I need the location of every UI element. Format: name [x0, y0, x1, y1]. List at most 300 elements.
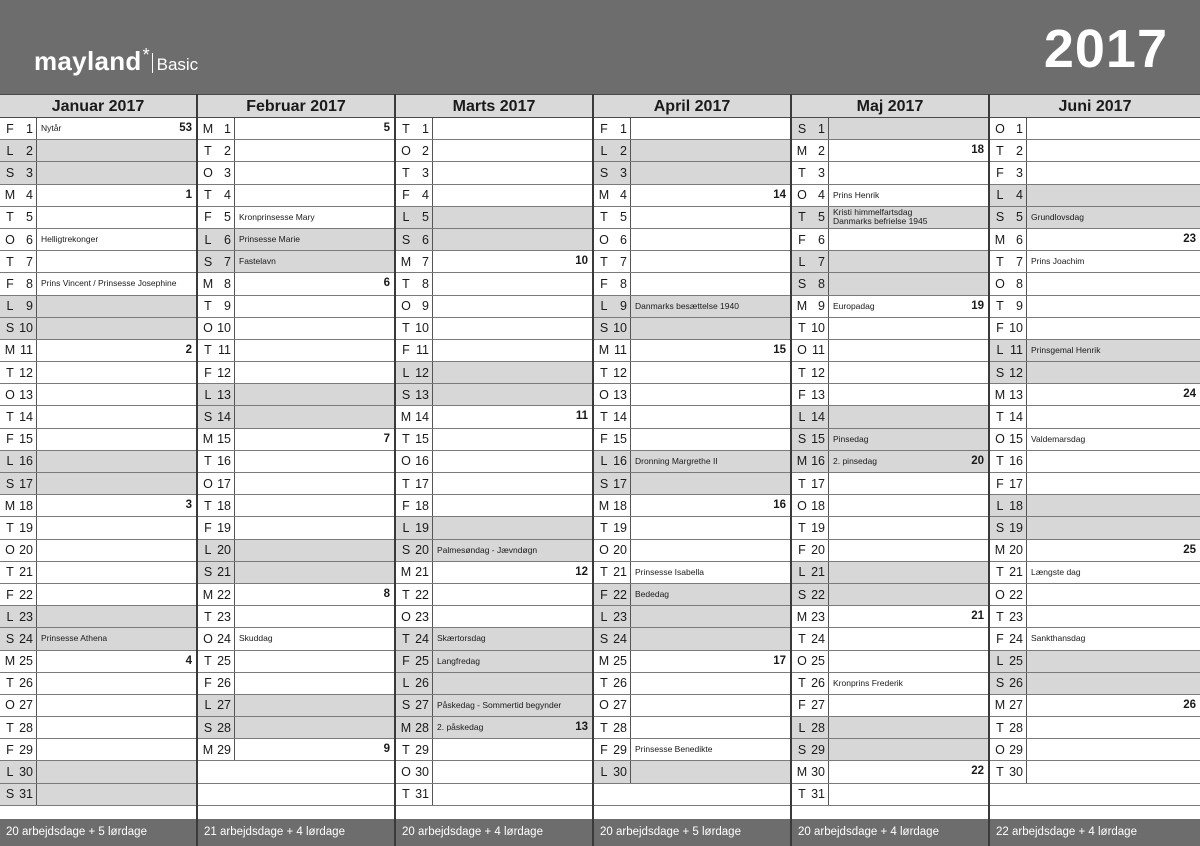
day-row: [0, 273, 196, 295]
weekday-letter: L: [204, 543, 212, 558]
event-text: [829, 717, 988, 738]
day-number: 19: [811, 520, 825, 535]
event-text: [37, 318, 196, 339]
date-cell: [0, 606, 37, 627]
day-number: 24: [217, 631, 231, 646]
date-cell: [0, 229, 37, 250]
day-row: [396, 451, 592, 473]
day-number: 16: [613, 454, 627, 469]
week-number: 20: [971, 454, 984, 467]
event-text: Sankthansdag: [1031, 633, 1086, 644]
day-number: 2: [1016, 143, 1023, 158]
weekday-letter: O: [401, 143, 411, 158]
weekday-letter: S: [797, 587, 807, 602]
weekday-letter: S: [995, 210, 1005, 225]
day-row: [396, 517, 592, 539]
day-number: 29: [217, 742, 231, 757]
day-number: 10: [415, 321, 429, 336]
day-number: 16: [217, 454, 231, 469]
weekday-letter: M: [4, 498, 16, 513]
day-row: [594, 384, 790, 406]
day-number: 31: [811, 787, 825, 802]
event-text: [829, 473, 988, 494]
day-row: [0, 429, 196, 451]
week-number: 19: [971, 299, 984, 312]
date-cell: [198, 451, 235, 472]
day-number: 19: [19, 520, 33, 535]
event-text: [37, 473, 196, 494]
day-row: [594, 340, 790, 362]
event-text: [631, 185, 790, 206]
day-number: 31: [415, 787, 429, 802]
day-number: 8: [818, 276, 825, 291]
date-cell: [792, 273, 829, 294]
date-cell: [594, 318, 631, 339]
date-cell: [198, 318, 235, 339]
day-row: [396, 606, 592, 628]
day-number: 15: [1009, 432, 1023, 447]
date-cell: [990, 296, 1027, 317]
date-cell: [0, 739, 37, 760]
event-text: [631, 318, 790, 339]
event-text: [433, 473, 592, 494]
day-number: 30: [811, 765, 825, 780]
month-column: [0, 94, 198, 846]
day-number: 1: [422, 121, 429, 136]
day-number: 30: [415, 765, 429, 780]
day-row: [990, 540, 1200, 562]
weekday-letter: S: [797, 742, 807, 757]
weekday-letter: O: [401, 454, 411, 469]
day-row: [792, 429, 988, 451]
week-number: 1: [185, 188, 192, 201]
event-text: Prinsesse Benedikte: [635, 744, 713, 755]
event-text: [235, 406, 394, 427]
brand-star: *: [142, 45, 150, 65]
day-number: 12: [811, 365, 825, 380]
event-text: [829, 384, 988, 405]
weekday-letter: O: [797, 654, 807, 669]
day-row: [0, 540, 196, 562]
day-number: 13: [19, 387, 33, 402]
month-column: [594, 94, 792, 846]
day-row: [396, 162, 592, 184]
event-text: Kronprins Frederik: [833, 677, 903, 688]
event-text: [433, 251, 592, 272]
date-cell: [198, 562, 235, 583]
weekday-letter: L: [402, 520, 410, 535]
day-row: [396, 584, 592, 606]
event-text: [1027, 517, 1200, 538]
week-number: 4: [185, 654, 192, 667]
date-cell: [396, 584, 433, 605]
event-text: Prinsesse Isabella: [635, 566, 704, 577]
weekday-letter: O: [5, 698, 15, 713]
weekday-letter: M: [598, 188, 610, 203]
day-row: [396, 318, 592, 340]
day-row: [792, 118, 988, 140]
date-cell: [396, 185, 433, 206]
event-text: [1027, 495, 1200, 516]
day-row: [198, 384, 394, 406]
date-cell: [198, 185, 235, 206]
weekday-letter: T: [600, 720, 608, 735]
weekday-letter: S: [995, 365, 1005, 380]
event-text: [829, 318, 988, 339]
weekday-letter: T: [798, 365, 806, 380]
day-number: 27: [811, 698, 825, 713]
day-row: [990, 185, 1200, 207]
event-text: Nytår: [41, 123, 62, 134]
month-footer: 20 arbejdsdage + 5 lørdage: [0, 819, 196, 846]
event-text: Fastelavn: [239, 256, 276, 267]
day-number: 16: [415, 454, 429, 469]
day-number: 23: [19, 609, 33, 624]
day-number: 27: [19, 698, 33, 713]
date-cell: [0, 451, 37, 472]
weekday-letter: T: [798, 210, 806, 225]
weekday-letter: S: [797, 432, 807, 447]
day-row: [198, 495, 394, 517]
brand-logo: [34, 46, 198, 77]
weekday-letter: S: [797, 121, 807, 136]
weekday-letter: S: [401, 698, 411, 713]
day-row: [0, 362, 196, 384]
event-text: [37, 784, 196, 805]
date-cell: [990, 140, 1027, 161]
date-cell: [396, 406, 433, 427]
event-text: [631, 273, 790, 294]
event-text: Dronning Margrethe II: [635, 455, 718, 466]
date-cell: [594, 451, 631, 472]
weekday-letter: L: [204, 232, 212, 247]
event-text: [433, 162, 592, 183]
event-text: [631, 251, 790, 272]
date-cell: [396, 296, 433, 317]
date-cell: [594, 140, 631, 161]
day-row: [0, 318, 196, 340]
date-cell: [990, 584, 1027, 605]
day-row: [396, 296, 592, 318]
week-number: 16: [773, 499, 786, 512]
weekday-letter: F: [6, 742, 14, 757]
weekday-letter: T: [996, 410, 1004, 425]
day-row: [198, 739, 394, 761]
day-row: [792, 717, 988, 739]
weekday-letter: M: [202, 587, 214, 602]
event-text: [235, 717, 394, 738]
date-cell: [594, 118, 631, 139]
weekday-letter: T: [798, 787, 806, 802]
event-text: [433, 451, 592, 472]
date-cell: [0, 628, 37, 649]
weekday-letter: S: [5, 631, 15, 646]
day-row: [198, 318, 394, 340]
weekday-letter: T: [600, 410, 608, 425]
weekday-letter: L: [6, 765, 14, 780]
day-row: [198, 651, 394, 673]
date-cell: [0, 473, 37, 494]
weekday-letter: M: [796, 143, 808, 158]
date-cell: [0, 562, 37, 583]
day-row: [990, 651, 1200, 673]
date-cell: [990, 562, 1027, 583]
month-footer: 22 arbejdsdage + 4 lørdage: [990, 819, 1200, 846]
weekday-letter: O: [203, 631, 213, 646]
day-number: 12: [1009, 365, 1023, 380]
weekday-letter: M: [598, 498, 610, 513]
event-text: [1027, 673, 1200, 694]
date-cell: [792, 717, 829, 738]
event-text: [37, 162, 196, 183]
date-cell: [594, 562, 631, 583]
event-text: [37, 495, 196, 516]
weekday-letter: T: [402, 276, 410, 291]
day-number: 28: [19, 720, 33, 735]
weekday-letter: O: [995, 742, 1005, 757]
month-title: Marts 2017: [396, 94, 592, 118]
day-row: [990, 384, 1200, 406]
event-text: [37, 717, 196, 738]
day-row: [198, 406, 394, 428]
date-cell: [594, 185, 631, 206]
event-text: [829, 251, 988, 272]
date-cell: [990, 673, 1027, 694]
event-text: [829, 695, 988, 716]
weekday-letter: S: [203, 565, 213, 580]
weekday-letter: T: [6, 365, 14, 380]
event-text: Danmarks besættelse 1940: [635, 300, 739, 311]
day-number: 15: [613, 432, 627, 447]
day-row: [396, 207, 592, 229]
day-number: 1: [620, 121, 627, 136]
event-text: [37, 673, 196, 694]
date-cell: [396, 429, 433, 450]
event-text: [631, 429, 790, 450]
weekday-letter: T: [204, 188, 212, 203]
date-cell: [396, 651, 433, 672]
event-text: [37, 540, 196, 561]
date-cell: [198, 384, 235, 405]
date-cell: [792, 429, 829, 450]
event-text: [433, 207, 592, 228]
day-number: 9: [26, 299, 33, 314]
day-row: [792, 362, 988, 384]
day-number: 29: [19, 742, 33, 757]
week-number: 7: [383, 432, 390, 445]
event-text: [235, 185, 394, 206]
event-text: [37, 695, 196, 716]
event-text: [433, 606, 592, 627]
event-text: [631, 673, 790, 694]
date-cell: [0, 495, 37, 516]
day-number: 20: [19, 543, 33, 558]
day-number: 5: [620, 210, 627, 225]
weekday-letter: L: [798, 720, 806, 735]
event-text: Prins Henrik: [833, 189, 880, 200]
weekday-letter: S: [203, 254, 213, 269]
day-number: 16: [19, 454, 33, 469]
date-cell: [990, 251, 1027, 272]
weekday-letter: S: [401, 543, 411, 558]
date-cell: [792, 185, 829, 206]
date-cell: [0, 584, 37, 605]
weekday-letter: F: [402, 188, 410, 203]
event-text: [631, 118, 790, 139]
day-row: [0, 251, 196, 273]
day-row: [792, 784, 988, 806]
date-cell: [0, 695, 37, 716]
date-cell: [0, 540, 37, 561]
day-row: [792, 384, 988, 406]
event-text: [829, 517, 988, 538]
weekday-letter: T: [6, 565, 14, 580]
day-row: [396, 429, 592, 451]
date-cell: [0, 118, 37, 139]
date-cell: [594, 673, 631, 694]
header-bar: [0, 0, 1200, 94]
day-number: 4: [818, 188, 825, 203]
date-cell: [396, 473, 433, 494]
day-number: 2: [26, 143, 33, 158]
event-text: [1027, 761, 1200, 782]
weekday-letter: S: [5, 165, 15, 180]
weekday-letter: F: [6, 432, 14, 447]
event-text: [433, 118, 592, 139]
event-text: [433, 495, 592, 516]
date-cell: [792, 296, 829, 317]
weekday-letter: T: [996, 565, 1004, 580]
day-number: 3: [620, 165, 627, 180]
day-row: [792, 473, 988, 495]
date-cell: [594, 473, 631, 494]
week-number: 2: [185, 343, 192, 356]
weekday-letter: O: [5, 232, 15, 247]
weekday-letter: L: [402, 365, 410, 380]
event-text: [433, 229, 592, 250]
day-number: 5: [26, 210, 33, 225]
week-number: 18: [971, 144, 984, 157]
event-text: [433, 562, 592, 583]
day-number: 26: [415, 676, 429, 691]
date-cell: [594, 695, 631, 716]
date-cell: [990, 495, 1027, 516]
day-row: [792, 340, 988, 362]
event-text: [631, 140, 790, 161]
date-cell: [396, 606, 433, 627]
weekday-letter: M: [598, 343, 610, 358]
day-number: 26: [19, 676, 33, 691]
weekday-letter: T: [6, 254, 14, 269]
weekday-letter: L: [798, 254, 806, 269]
month-column: [792, 94, 990, 846]
date-cell: [990, 229, 1027, 250]
event-text: Skærtorsdag: [437, 633, 486, 644]
weekday-letter: T: [402, 787, 410, 802]
day-row: [990, 584, 1200, 606]
weekday-letter: O: [5, 387, 15, 402]
brand-name: mayland: [34, 46, 142, 76]
weekday-letter: L: [996, 498, 1004, 513]
event-text: [235, 140, 394, 161]
weekday-letter: F: [798, 698, 806, 713]
date-cell: [792, 584, 829, 605]
date-cell: [396, 318, 433, 339]
day-row: [990, 451, 1200, 473]
date-cell: [990, 318, 1027, 339]
event-text: [37, 606, 196, 627]
day-row: [396, 340, 592, 362]
weekday-letter: L: [6, 143, 14, 158]
day-number: 8: [620, 276, 627, 291]
weekday-letter: O: [5, 543, 15, 558]
weekday-letter: T: [798, 165, 806, 180]
weekday-letter: T: [402, 631, 410, 646]
event-text: [235, 584, 394, 605]
weekday-letter: S: [599, 165, 609, 180]
weekday-letter: F: [996, 321, 1004, 336]
date-cell: [396, 761, 433, 782]
date-cell: [0, 429, 37, 450]
week-number: 8: [383, 587, 390, 600]
month-title: Februar 2017: [198, 94, 394, 118]
date-cell: [594, 717, 631, 738]
day-number: 20: [415, 543, 429, 558]
weekday-letter: S: [203, 410, 213, 425]
day-number: 17: [1009, 476, 1023, 491]
month-title: Maj 2017: [792, 94, 988, 118]
weekday-letter: T: [402, 742, 410, 757]
weekday-letter: T: [402, 476, 410, 491]
day-row: [990, 673, 1200, 695]
date-cell: [0, 784, 37, 805]
date-cell: [792, 517, 829, 538]
day-number: 12: [217, 365, 231, 380]
empty-row: [198, 761, 394, 783]
day-row: [990, 761, 1200, 783]
event-text: [1027, 229, 1200, 250]
day-row: [594, 185, 790, 207]
date-cell: [594, 229, 631, 250]
day-number: 8: [26, 276, 33, 291]
day-number: 7: [620, 254, 627, 269]
day-row: [594, 140, 790, 162]
date-cell: [0, 318, 37, 339]
day-number: 10: [19, 321, 33, 336]
event-text: [631, 540, 790, 561]
date-cell: [990, 761, 1027, 782]
date-cell: [0, 517, 37, 538]
date-cell: [990, 695, 1027, 716]
event-text: [433, 340, 592, 361]
day-row: [198, 229, 394, 251]
weekday-letter: F: [204, 676, 212, 691]
weekday-letter: L: [600, 454, 608, 469]
day-number: 27: [1009, 698, 1023, 713]
day-number: 4: [620, 188, 627, 203]
day-number: 9: [1016, 299, 1023, 314]
event-text: [235, 540, 394, 561]
date-cell: [594, 540, 631, 561]
day-row: [792, 296, 988, 318]
date-cell: [594, 406, 631, 427]
weekday-letter: F: [204, 210, 212, 225]
day-number: 1: [1016, 121, 1023, 136]
date-cell: [396, 517, 433, 538]
weekday-letter: T: [600, 254, 608, 269]
weekday-letter: F: [600, 587, 608, 602]
day-row: [792, 584, 988, 606]
